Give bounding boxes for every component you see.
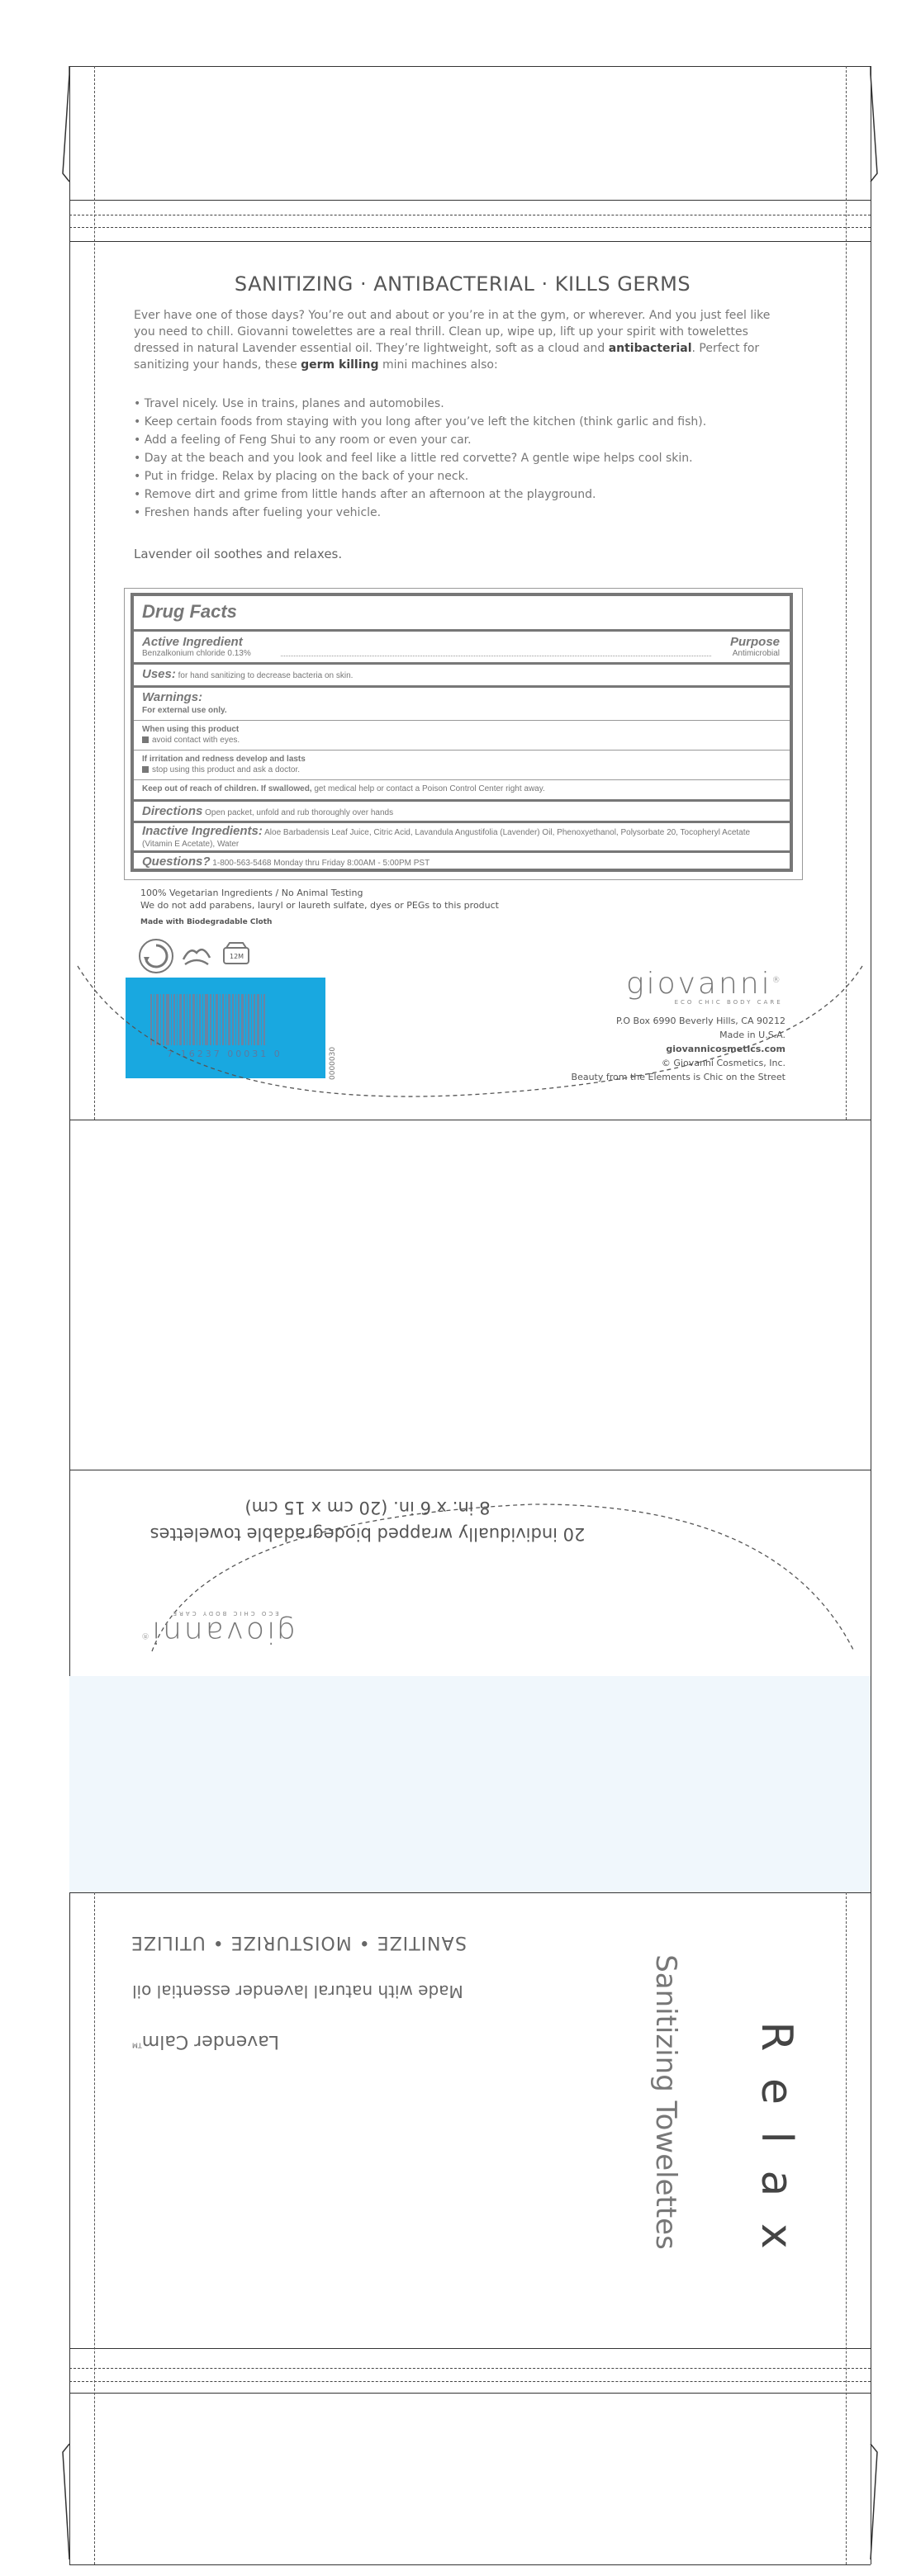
brand-logo xyxy=(626,966,783,1006)
external-use-text: For external use only. xyxy=(142,706,227,715)
list-item: • Add a feeling of Feng Shui to any room or even your car. xyxy=(134,431,795,449)
benefit-list xyxy=(134,395,795,522)
active-ingredient-heading: Active Ingredient xyxy=(142,635,243,649)
intro-paragraph: Ever have one of those days? You’re out and about or you’re in at the gym, or wherever. And you just feel like you need to chill. Giovanni towelettes are a real thrill. Clean up, wipe up, lift up your spirit with towelettes dressed in natural Lavender essential oil. They’re lightweight, soft as a cloud and antibacterial. Perfect for sanitizing your hands, these germ killing mini machines also: xyxy=(134,309,771,372)
purpose-value: Antimicrobial xyxy=(732,649,780,658)
when-using-heading: When using this product xyxy=(142,725,240,734)
biodegradable-label: Made with Biodegradable Cloth xyxy=(140,918,273,926)
brand-wordmark: giovanni® xyxy=(139,1615,296,1649)
side-code: 0000030 xyxy=(329,1046,337,1080)
list-item: • Put in fridge. Relax by placing on the back of your neck. xyxy=(134,467,795,485)
purpose-heading: Purpose xyxy=(729,635,780,649)
drug-facts-panel xyxy=(131,593,793,872)
questions-row: Questions? 1-800-563-5468 Monday thru Friday 8:00AM - 5:00PM PST xyxy=(142,855,430,869)
made-with-text: Made with natural lavender essential oil xyxy=(132,1982,463,2001)
keep-out-text: Keep out of reach of children. If swallowed, get medical help or contact a Poison Control Center right away. xyxy=(142,784,545,793)
brand-wordmark: giovanni® xyxy=(626,967,783,1001)
list-item: • Remove dirt and grime from little hands after an afternoon at the playground. xyxy=(134,485,795,504)
list-item: • Day at the beach and you look and feel like a little red corvette? A gentle wipe helps cool skin. xyxy=(134,449,795,467)
headline: SANITIZING · ANTIBACTERIAL · KILLS GERMS xyxy=(234,272,691,296)
brand-tagline: ECO CHIC BODY CARE xyxy=(674,999,783,1006)
directions-row: Directions Open packet, unfold and rub thoroughly over hands xyxy=(142,804,394,818)
drug-facts-title: Drug Facts xyxy=(142,601,237,622)
pao-jar-icon: 12M xyxy=(221,941,251,966)
barcode-number: 7 16237 00031 0 xyxy=(167,1049,282,1059)
brand-logo-flipped xyxy=(139,1610,296,1650)
list-item: • Freshen hands after fueling your vehicle. xyxy=(134,504,795,522)
count-text: 20 individually wrapped biodegradable towelettes 8 in. x 6 in. (20 cm x 15 cm) xyxy=(150,1498,586,1544)
brand-tagline: ECO CHIC BODY CARE xyxy=(170,1610,279,1617)
when-using-value: avoid contact with eyes. xyxy=(142,736,240,745)
company-address: P.O Box 6990 Beverly Hills, CA 90212 Made in U.S.A. giovannicosmetics.com © Giovanni Cosmetics, Inc. Beauty from the Elements is Chic on the Street xyxy=(571,1016,785,1082)
irritation-heading: If irritation and redness develop and lasts xyxy=(142,755,306,764)
product-subtitle: Sanitizing Towelettes xyxy=(649,1954,682,2250)
variant-name: Lavender Calm™ xyxy=(132,2031,279,2052)
list-item: • Keep certain foods from staying with you long after you’ve left the kitchen (think garlic and fish). xyxy=(134,413,795,431)
uses-row: Uses: for hand sanitizing to decrease bacteria on skin. xyxy=(142,667,354,681)
vegetarian-statement: 100% Vegetarian Ingredients / No Animal Testing We do not add parabens, lauryl or laureth sulfate, dyes or PEGs to this product xyxy=(140,888,499,911)
color-band xyxy=(69,1676,871,1892)
claims-line: SANITIZE • MOISTURIZE • UTILIZE xyxy=(131,1932,467,1953)
product-name: R e l a x xyxy=(752,2021,801,2256)
list-item: • Travel nicely. Use in trains, planes and automobiles. xyxy=(134,395,795,413)
active-ingredient-value: Benzalkonium chloride 0.13% xyxy=(142,649,251,658)
soothes-text: Lavender oil soothes and relaxes. xyxy=(134,547,343,561)
irritation-value: stop using this product and ask a doctor. xyxy=(142,765,300,774)
inactive-ingredients-row: Inactive Ingredients: Aloe Barbadensis Leaf Juice, Citric Acid, Lavandula Angustifolia (Lavender) Oil, Phenoxyethanol, Polysorbate 20, Tocopheryl Acetate (Vitamin E Acetate), Water xyxy=(142,824,751,849)
warnings-heading: Warnings: xyxy=(142,690,203,704)
